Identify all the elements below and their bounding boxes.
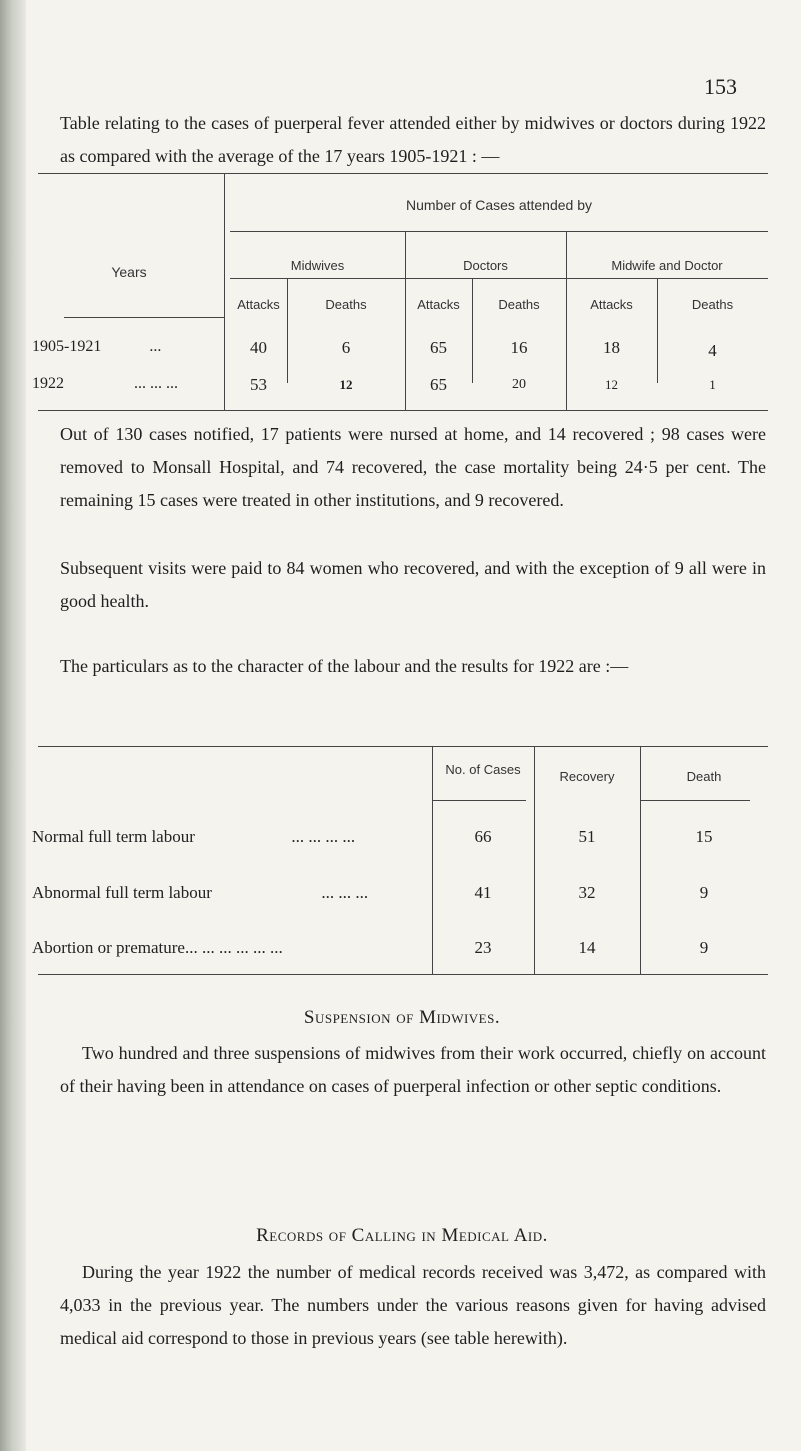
table-cell: 12 bbox=[605, 377, 618, 392]
table-cell: 66 bbox=[474, 827, 492, 846]
header-no-of-cases: No. of Cases bbox=[445, 762, 521, 777]
table-cell: 40 bbox=[250, 338, 267, 357]
row-label-1905-1921: 1905-1921 ... bbox=[32, 338, 162, 355]
years-header: Years bbox=[111, 264, 147, 280]
midwife-and-doctor-header: Midwife and Doctor bbox=[611, 258, 723, 273]
table-cell: 65 bbox=[430, 338, 447, 357]
table-cell: 6 bbox=[341, 338, 351, 357]
table-cell: 4 bbox=[708, 341, 717, 360]
table-cell: 9 bbox=[699, 938, 709, 957]
table-cell: 12 bbox=[339, 377, 353, 392]
labour-results-table bbox=[32, 742, 772, 992]
subheader-attacks-both: Attacks bbox=[590, 297, 633, 312]
page-number: 153 bbox=[704, 74, 737, 99]
table-cell: 53 bbox=[250, 375, 267, 394]
table-cell: 41 bbox=[474, 883, 492, 902]
heading-records-medical-aid: Records of Calling in Medical Aid. bbox=[256, 1225, 548, 1246]
table-cell: 16 bbox=[510, 338, 528, 357]
header-death: Death bbox=[686, 769, 722, 784]
paragraph-particulars: The particulars as to the character of the labour and the results for 1922 are :— bbox=[60, 656, 629, 676]
header-recovery: Recovery bbox=[559, 769, 615, 784]
subheader-deaths-doctors: Deaths bbox=[498, 297, 540, 312]
midwives-header: Midwives bbox=[290, 258, 345, 273]
row-label-normal: Normal full term labour ... ... ... ... bbox=[32, 827, 356, 846]
row-label-1922: 1922 ... ... ... bbox=[32, 375, 178, 392]
paragraph-cases-notified: Out of 130 cases notified, 17 patients were nursed at home, and 14 recovered ; 98 cases were removed to Monsall Hospital, and 74 recovered, the case mortality being 24·5 per cent. The remaining 15 cases were treated in other institutions, and 9 recovered. bbox=[60, 424, 766, 510]
table-cell: 51 bbox=[578, 827, 596, 846]
subheader-deaths-both: Deaths bbox=[691, 297, 734, 312]
row-label-abortion: Abortion or premature... ... ... ... ... ... bbox=[32, 938, 283, 957]
paragraph-suspensions: Two hundred and three suspensions of midwives from their work occurred, chiefly on account of their having been in attendance on cases of puerperal infection or other septic conditions. bbox=[60, 1043, 766, 1096]
paragraph-medical-records: During the year 1922 the number of medical records received was 3,472, as compared with 4,033 in the previous year. The numbers under the various reasons given for having advised medical aid correspond to those in previous years (see table herewith). bbox=[60, 1262, 766, 1348]
table-cell: 20 bbox=[512, 377, 526, 392]
heading-suspension-of-midwives: Suspension of Midwives. bbox=[303, 1007, 501, 1028]
table-cell: 1 bbox=[709, 377, 716, 392]
table-cell: 32 bbox=[578, 883, 596, 902]
table-cell: 15 bbox=[695, 827, 713, 846]
group-header: Number of Cases attended by bbox=[406, 197, 592, 213]
table-cell: 9 bbox=[699, 883, 709, 902]
table-cell: 18 bbox=[603, 338, 620, 357]
table-cell: 65 bbox=[430, 375, 447, 394]
subheader-deaths-midwives: Deaths bbox=[325, 297, 367, 312]
table-cell: 14 bbox=[578, 938, 596, 957]
table-cell: 23 bbox=[474, 938, 492, 957]
doctors-header: Doctors bbox=[463, 258, 508, 273]
puerperal-fever-table bbox=[32, 173, 772, 413]
subheader-attacks-midwives: Attacks bbox=[237, 297, 280, 312]
paragraph-subsequent-visits: Subsequent visits were paid to 84 women who recovered, and with the exception of 9 all were in good health. bbox=[60, 558, 766, 611]
subheader-attacks-doctors: Attacks bbox=[417, 297, 460, 312]
book-spine-shadow bbox=[0, 0, 26, 1451]
row-label-abnormal: Abnormal full term labour ... ... ... bbox=[32, 883, 369, 902]
intro-paragraph: Table relating to the cases of puerperal fever attended either by midwives or doctors during 1922 as compared with the average of the 17 years 1905-1921 : — bbox=[60, 113, 766, 166]
